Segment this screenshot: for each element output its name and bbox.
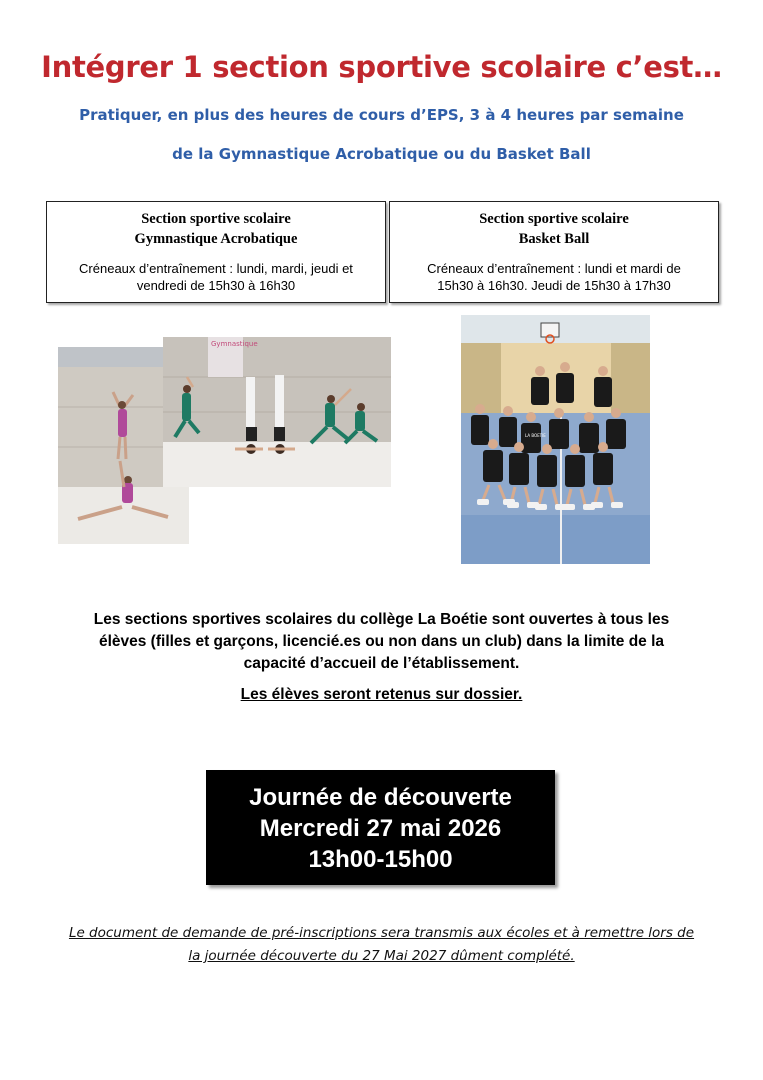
basket-title-line2: Basket Ball [518, 231, 590, 247]
event-date: Mercredi 27 mai 2026 [259, 815, 502, 842]
gym-schedule [47, 260, 385, 294]
basket-schedule [390, 260, 718, 294]
basket-schedule-line1: Créneaux d’entraînement : lundi et mardi de [427, 261, 681, 276]
subtitle-hours: Pratiquer, en plus des heures de cours d’EPS, 3 à 4 heures par semaine [79, 106, 684, 124]
gym-schedule-line2: vendredi de 15h30 à 16h30 [136, 278, 296, 293]
basket-title-line1: Section sportive scolaire [479, 211, 629, 227]
basket-schedule-line2: 15h30 à 16h30. Jeudi de 15h30 à 17h30 [437, 278, 671, 293]
eligibility-paragraph [30, 609, 733, 675]
gym-group-photo [163, 337, 391, 487]
footer-note [30, 922, 733, 968]
selection-note: Les élèves seront retenus sur dossier. [240, 686, 523, 703]
gym-title-line2: Gymnastique Acrobatique [134, 231, 298, 247]
basket-section-box [389, 201, 719, 303]
event-time: 13h00-15h00 [308, 846, 453, 873]
footer-line2: la journée découverte du 27 Mai 2027 dûment complété. [188, 948, 575, 964]
event-title: Journée de découverte [249, 784, 512, 811]
eligibility-line2: élèves (filles et garçons, licencié.es ou non dans un club) dans la limite de la [98, 633, 665, 650]
basketball-team-photo [461, 315, 650, 564]
gym-banner-text: Gymnastique [211, 340, 258, 348]
gym-section-title [47, 209, 385, 249]
jersey-text: LA BOETIE [525, 433, 546, 438]
eligibility-line3: capacité d’accueil de l’établissement. [243, 655, 520, 672]
page-title: Intégrer 1 section sportive scolaire c’est… [41, 50, 722, 84]
gym-title-line1: Section sportive scolaire [141, 211, 291, 227]
subtitle-sports: de la Gymnastique Acrobatique ou du Basket Ball [172, 145, 591, 163]
gym-section-box [46, 201, 386, 303]
basket-section-title [390, 209, 718, 249]
eligibility-line1: Les sections sportives scolaires du collège La Boétie sont ouvertes à tous les [93, 611, 670, 628]
gym-schedule-line1: Créneaux d’entraînement : lundi, mardi, jeudi et [79, 261, 353, 276]
footer-line1: Le document de demande de pré-inscriptions sera transmis aux écoles et à remettre lors de [68, 925, 695, 941]
discovery-day-box [206, 770, 555, 885]
